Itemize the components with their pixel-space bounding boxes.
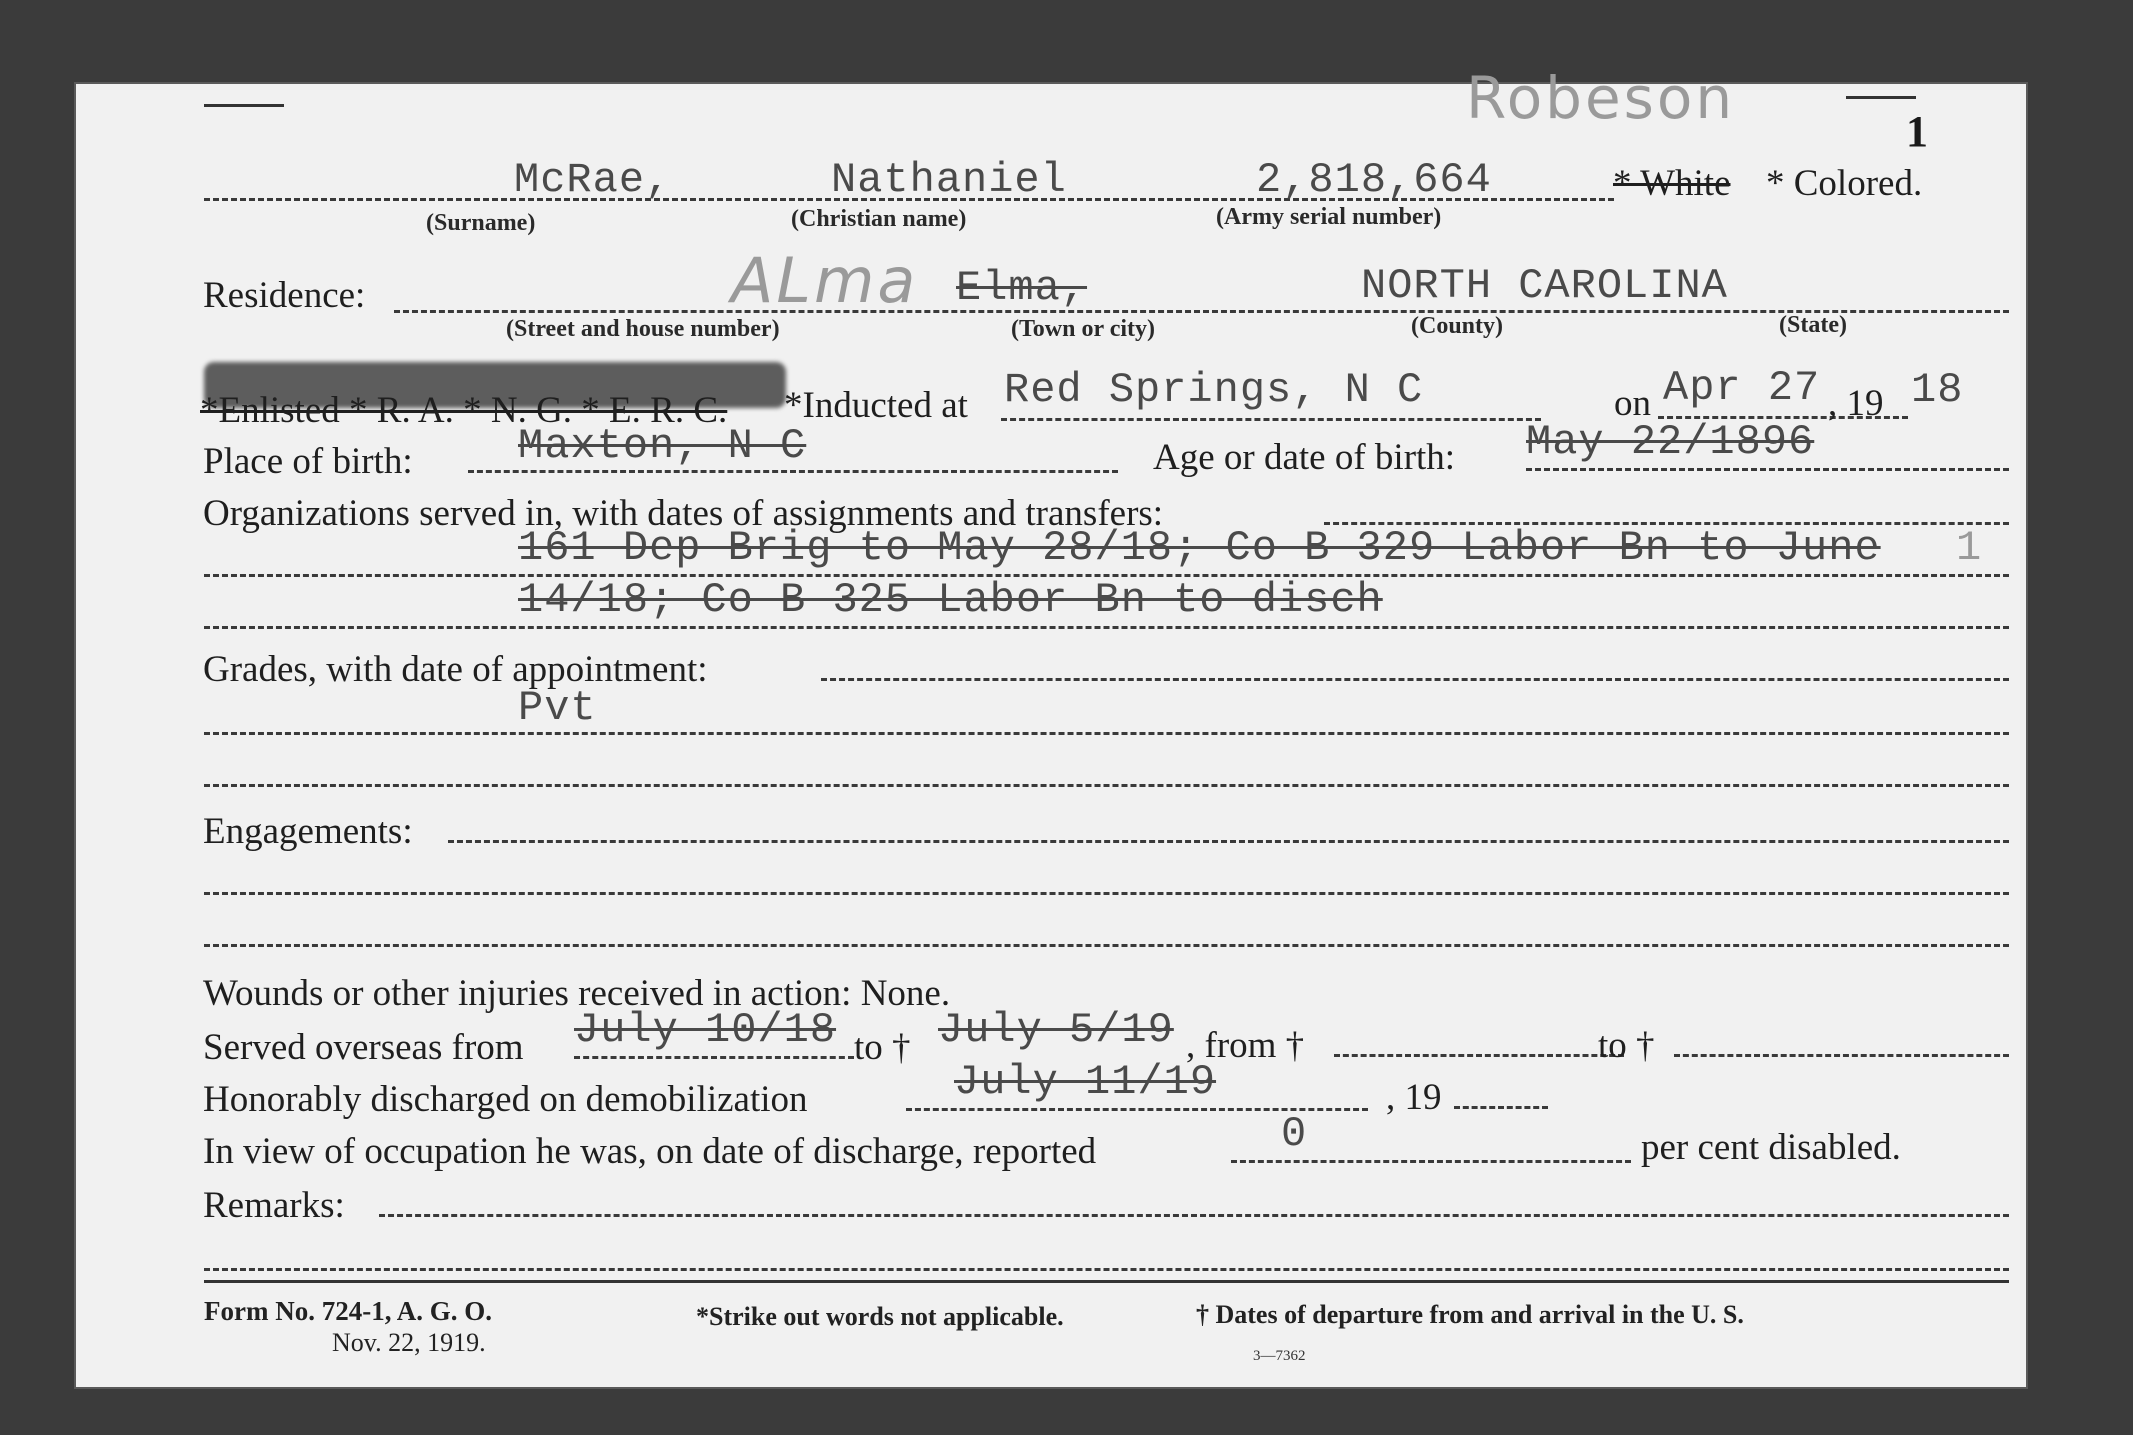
christian-name-value: Nathaniel — [831, 156, 1067, 204]
discharge-year-line — [1454, 1106, 1548, 1109]
induction-year-suffix: 18 — [1911, 366, 1964, 414]
disability-suffix: per cent disabled. — [1641, 1127, 1901, 1168]
residence-line — [394, 310, 2009, 313]
grades-value: Pvt — [518, 684, 597, 732]
service-record-card — [76, 64, 2026, 1387]
organizations-entry-2: 14/18; Co B 325 Labor Bn to disch — [518, 576, 1383, 624]
residence-label: Residence: — [203, 275, 366, 316]
remarks-line-1 — [379, 1214, 2009, 1217]
birth-date-line — [1526, 468, 2009, 471]
overseas-to2-label: to † — [1598, 1025, 1655, 1066]
county-handwritten: Robeson — [1466, 64, 1736, 132]
overseas-from-value: July 10/18 — [574, 1006, 837, 1054]
discharge-year-label: , 19 — [1386, 1077, 1442, 1118]
card-number: 1 — [1906, 107, 1928, 156]
enlistment-options: *Enlisted * R. A. * N. G. * E. R. C. — [200, 390, 728, 431]
overseas-from-line — [574, 1056, 854, 1059]
footer-rule — [204, 1280, 2009, 1283]
serial-number-value: 2,818,664 — [1256, 156, 1492, 204]
serial-number-caption: (Army serial number) — [1216, 204, 1442, 230]
birth-date-label: Age or date of birth: — [1153, 437, 1456, 478]
form-number: Form No. 724-1, A. G. O. — [204, 1296, 492, 1326]
engagements-label: Engagements: — [203, 811, 413, 852]
town-handwritten: ALma — [731, 244, 919, 317]
engagements-line-2 — [204, 892, 2009, 895]
surname-value: McRae, — [514, 156, 672, 204]
street-caption: (Street and house number) — [506, 316, 780, 342]
overseas-from2-label: , from † — [1186, 1025, 1305, 1066]
form-date: Nov. 22, 1919. — [332, 1328, 486, 1357]
birth-place-value: Maxton, N C — [518, 422, 807, 470]
induction-date-value: Apr 27 — [1663, 364, 1821, 412]
colored-option: * Colored. — [1766, 163, 1923, 204]
top-right-rule — [1846, 96, 1916, 99]
state-caption: (State) — [1779, 312, 1847, 338]
grades-line-2 — [204, 784, 2009, 787]
overseas-label: Served overseas from — [203, 1027, 524, 1068]
discharge-label: Honorably discharged on demobilization — [203, 1079, 808, 1120]
surname-caption: (Surname) — [426, 210, 536, 236]
birth-place-line — [468, 470, 1118, 473]
wounds-label: Wounds or other injuries received in action: None. — [203, 973, 951, 1014]
footnote-dates: † Dates of departure from and arrival in the U. S. — [1196, 1300, 1744, 1329]
county-caption: (County) — [1411, 313, 1504, 339]
print-code: 3—7362 — [1253, 1348, 1306, 1364]
disability-value: 0 — [1281, 1110, 1308, 1158]
overseas-to2-line — [1674, 1054, 2009, 1057]
inducted-place-value: Red Springs, N C — [1004, 366, 1424, 414]
christian-name-caption: (Christian name) — [791, 206, 967, 232]
overseas-to-label: to † — [854, 1027, 911, 1068]
overseas-from2-line — [1334, 1054, 1624, 1057]
remarks-label: Remarks: — [203, 1185, 345, 1226]
induction-year-prefix: , 19 — [1828, 383, 1884, 424]
birth-date-value: May 22/1896 — [1526, 418, 1815, 466]
organizations-line-2 — [204, 626, 2009, 629]
county-value: NORTH CAROLINA — [1361, 262, 1728, 310]
footnote-strike: *Strike out words not applicable. — [696, 1302, 1064, 1331]
induction-on-label: on — [1614, 383, 1651, 424]
top-left-rule — [204, 104, 284, 107]
town-typed: Elma, — [956, 264, 1088, 312]
disability-label: In view of occupation he was, on date of discharge, reported — [203, 1131, 1097, 1172]
remarks-line-2 — [204, 1268, 2009, 1271]
engagements-line-3 — [204, 944, 2009, 947]
engagements-line-1 — [448, 840, 2009, 843]
inducted-place-line — [1001, 418, 1541, 421]
organizations-entry-1: 161 Dep Brig to May 28/18; Co B 329 Labor Bn to June — [518, 524, 1881, 572]
organizations-label: Organizations served in, with dates of assignments and transfers: — [203, 493, 1164, 534]
grades-label-line — [821, 678, 2009, 681]
town-caption: (Town or city) — [1011, 316, 1155, 342]
discharge-date-value: July 11/19 — [954, 1058, 1217, 1106]
inducted-label: *Inducted at — [784, 385, 968, 426]
overseas-to-value: July 5/19 — [938, 1006, 1174, 1054]
grades-line-1 — [204, 732, 2009, 735]
organizations-entry-1-tail: 1 — [1956, 524, 1983, 572]
disability-line — [1231, 1160, 1631, 1163]
birth-place-label: Place of birth: — [203, 441, 413, 482]
white-option: * White — [1613, 163, 1731, 204]
grades-label: Grades, with date of appointment: — [203, 649, 708, 690]
